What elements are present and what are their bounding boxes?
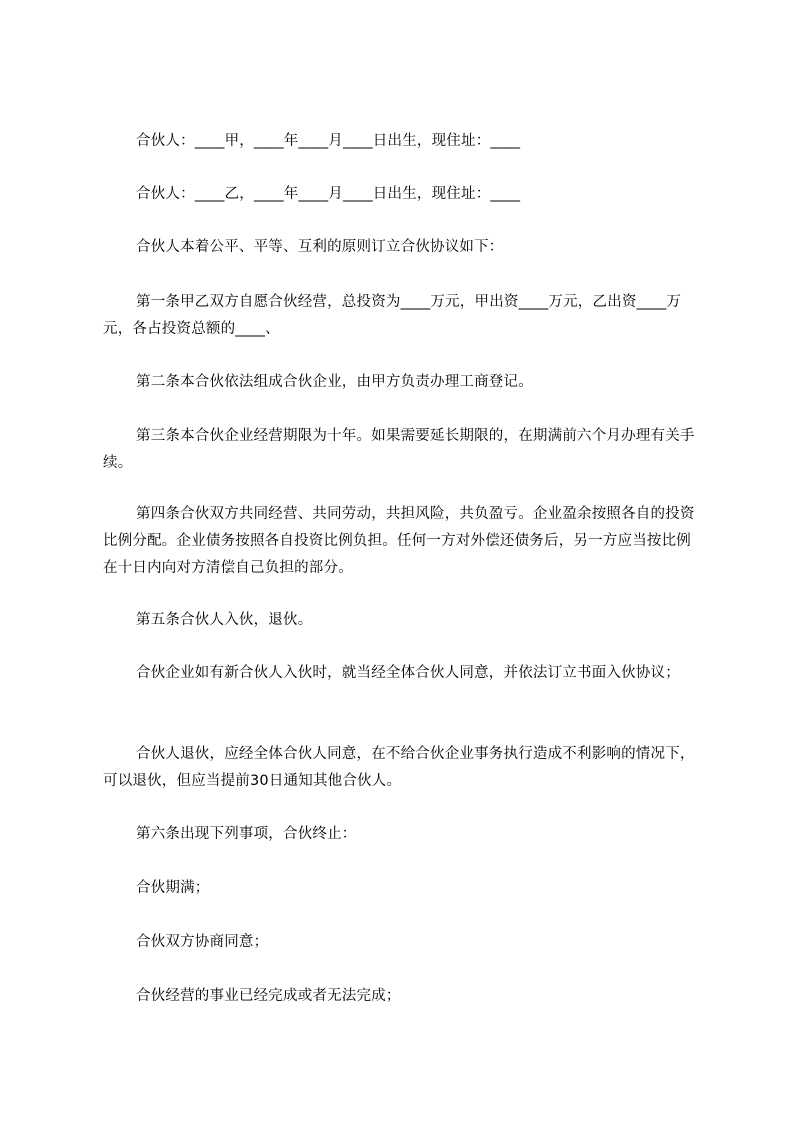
article-4: 第四条合伙双方共同经营、共同劳动，共担风险，共负盈亏。企业盈余按照各自的投资比例分配。企业债务按照各自投资比例负担。任何一方对外偿还债务后，另一方应当按比例在十日内向对方清偿自己负担的部分。 [103, 506, 695, 576]
partner-b-line: 合伙人：____乙，____年____月____日出生，现住址：____ [136, 186, 521, 202]
article-1: 第一条甲乙双方自愿合伙经营，总投资为____万元，甲出资____万元，乙出资____万元，各占投资总额的____、 [103, 294, 682, 337]
article-3: 第三条本合伙企业经营期限为十年。如果需要延长期限的，在期满前六个月办理有关手续。 [103, 428, 695, 471]
article-6: 第六条出现下列事项，合伙终止： [136, 826, 357, 842]
article-5: 第五条合伙人入伙，退伙。 [136, 612, 313, 628]
article-6-item-3: 合伙经营的事业已经完成或者无法完成； [136, 988, 401, 1004]
article-6-item-1: 合伙期满； [136, 880, 210, 896]
article-6-item-2: 合伙双方协商同意； [136, 934, 269, 950]
article-5-item-join: 合伙企业如有新合伙人入伙时，就当经全体合伙人同意，并依法订立书面入伙协议； [136, 665, 680, 681]
article-5-item-withdraw: 合伙人退伙，应经全体合伙人同意，在不给合伙企业事务执行造成不利影响的情况下，可以退伙，但应当提前30日通知其他合伙人。 [103, 746, 695, 789]
partner-a-line: 合伙人：____甲，____年____月____日出生，现住址：____ [136, 133, 521, 149]
article-2: 第二条本合伙依法组成合伙企业，由甲方负责办理工商登记。 [136, 374, 533, 390]
preamble: 合伙人本着公平、平等、互利的原则订立合伙协议如下： [136, 239, 504, 255]
